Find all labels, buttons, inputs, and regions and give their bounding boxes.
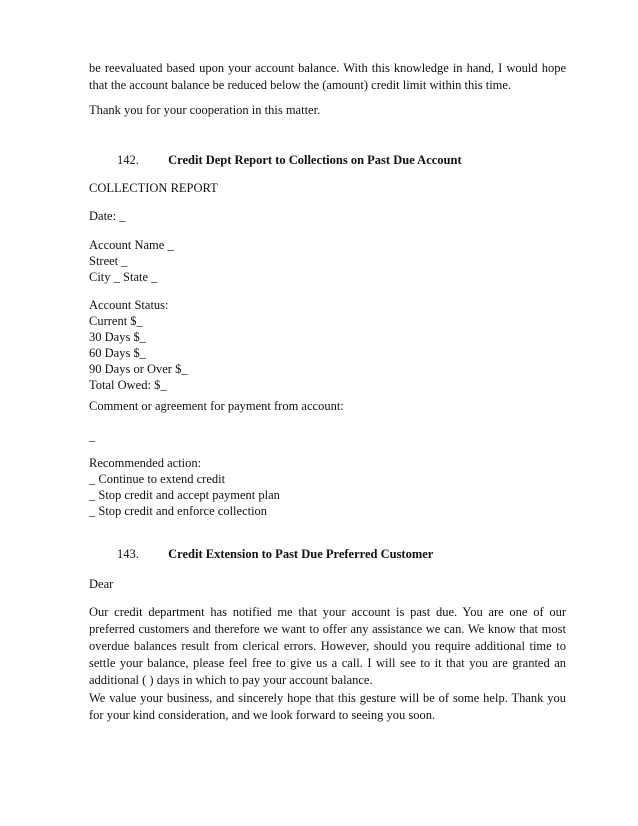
total-owed-field: Total Owed: $_ (89, 378, 167, 392)
option-enforce-collection: _ Stop credit and enforce collection (89, 504, 268, 518)
date-field: Date: _ (89, 209, 126, 223)
current-field: Current $_ (89, 314, 143, 328)
comment-label: Comment or agreement for payment from account: (89, 399, 344, 413)
section-143-paragraph-1: Our credit department has notified me that your account is past due. You are one of our preferred customers and therefore we want to offer any assistance we can. We know that most overdue balances result from clerical errors. However, should you require additional time to settle your balance, please feel free to give us a call. I will see to it that you are granted an additional ( ) days in which to pay your account balance. (89, 605, 566, 687)
option-payment-plan: _ Stop credit and accept payment plan (89, 488, 280, 502)
report-title: COLLECTION REPORT (89, 181, 218, 195)
days30-field: 30 Days $_ (89, 330, 146, 344)
thanks-line: Thank you for your cooperation in this matter. (89, 103, 321, 117)
section-143-paragraph-2: We value your business, and sincerely hope that this gesture will be of some help. Thank you for your kind consideration, and we look forward to seeing you soon. (89, 691, 566, 722)
section-142-heading (89, 152, 462, 169)
days90-field: 90 Days or Over $_ (89, 362, 188, 376)
section-142-title: Credit Dept Report to Collections on Past Due Account (168, 153, 462, 167)
city-state-field: City _ State _ (89, 270, 158, 284)
comment-blank: _ (89, 429, 96, 443)
section-143-heading (89, 546, 433, 563)
account-name-field: Account Name _ (89, 238, 174, 252)
days60-field: 60 Days $_ (89, 346, 146, 360)
continuation-paragraph: be reevaluated based upon your account balance. With this knowledge in hand, I would hope that the account balance be reduced below the (amount) credit limit within this time. (89, 61, 566, 92)
account-status-label: Account Status: (89, 298, 169, 312)
section-143-number: 143. (117, 547, 139, 561)
option-continue-credit: _ Continue to extend credit (89, 472, 226, 486)
salutation: Dear (89, 577, 114, 591)
street-field: Street _ (89, 254, 128, 268)
recommended-action-label: Recommended action: (89, 456, 202, 470)
section-142-number: 142. (117, 153, 139, 167)
section-143-title: Credit Extension to Past Due Preferred Customer (168, 547, 434, 561)
